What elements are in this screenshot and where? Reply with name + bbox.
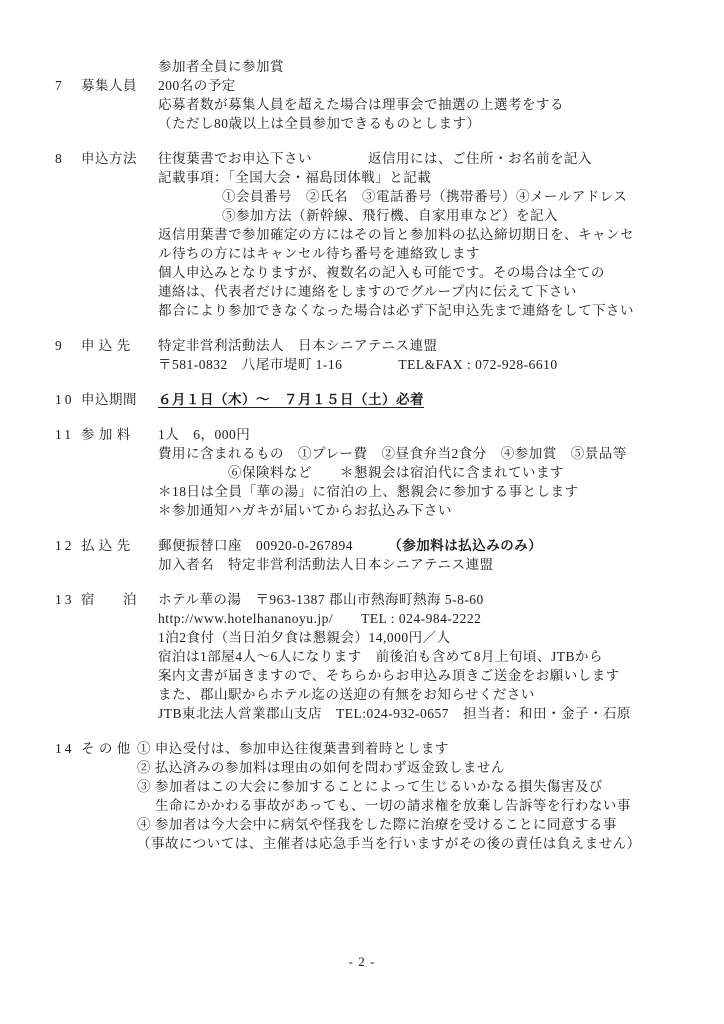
doc-line: ⑤参加方法（新幹線、飛行機、自家用車など）を記入 xyxy=(222,208,558,223)
doc-line: 案内文書が届きますので、そちらからお申込み頂きご送金をお願いします xyxy=(158,668,620,683)
doc-line: 生命にかかわる事故があっても、一切の請求権を放棄し告訴等を行わない事 xyxy=(155,798,631,813)
section-number: 7 xyxy=(55,78,65,93)
doc-line: 個人申込みとなりますが、複数名の記入も可能です。その場合は全ての xyxy=(158,265,605,280)
doc-line: 記載事項：「全国大会・福島団体戦」と記載 xyxy=(158,170,432,185)
doc-line: 宿泊は1部屋4人～6人になります 前後泊も含めて8月上旬頃、JTBから xyxy=(158,649,604,664)
doc-line: また、郡山駅からホテル迄の送迎の有無をお知らせください xyxy=(158,687,535,702)
section-recruitment xyxy=(55,76,716,133)
section-label xyxy=(81,57,158,76)
section-label: 払 込 先 xyxy=(81,538,131,553)
doc-line: ④ 参加者は今大会中に病気や怪我をした際に治療を受けることに同意する事 xyxy=(137,817,617,832)
section-label: 申込期間 xyxy=(81,392,137,407)
section-entry-fee xyxy=(55,425,716,520)
doc-line: （ただし80歳以上は全員参加できるものとします） xyxy=(158,116,481,131)
section-label: 申 込 先 xyxy=(81,338,131,353)
doc-line: 特定非営利活動法人 日本シニアテニス連盟 xyxy=(158,338,438,353)
doc-line: ＊18日は全員「華の湯」に宿泊の上、懇親会に参加する事とします xyxy=(158,484,579,499)
doc-line: ⑥保険料など ＊懇親会は宿泊代に含まれています xyxy=(228,465,564,480)
doc-line: ③ 参加者はこの大会に参加することによって生じるいかなる損失傷害及び xyxy=(137,779,603,794)
section-label: 申込方法 xyxy=(81,151,137,166)
section-lodging xyxy=(55,590,716,723)
section-label: 宿 泊 xyxy=(81,592,137,607)
postal-account: 郵便振替口座 00920-0-267894 xyxy=(158,538,395,553)
section-intro xyxy=(55,57,716,76)
section-label: 参 加 料 xyxy=(81,427,131,442)
section-label: そ の 他 xyxy=(81,741,131,756)
section-application-address xyxy=(55,336,716,374)
section-number: 14 xyxy=(55,741,75,756)
doc-line: 返信用葉書で参加確定の方にはその旨と参加料の払込締切期日を、キャンセ xyxy=(158,227,634,242)
doc-line: ② 払込済みの参加料は理由の如何を問わず返金致しません xyxy=(137,760,505,775)
page-number: - 2 - xyxy=(348,954,376,969)
doc-line: 参加者全員に参加賞 xyxy=(158,59,284,74)
doc-line: 1泊2食付（当日泊夕食は懇親会）14,000円／人 xyxy=(158,630,451,645)
doc-line-hotel-url: http://www.hotelhananoyu.jp/ TEL : 024-984-2222 xyxy=(158,611,482,626)
section-label: 募集人員 xyxy=(81,78,137,93)
doc-line: ホテル華の湯 〒963-1387 郡山市熱海町熱海 5-8-60 xyxy=(158,592,484,607)
doc-line: 200名の予定 xyxy=(158,78,236,93)
doc-line: ル待ちの方にはキャンセル待ち番号を連絡致します xyxy=(158,246,480,261)
section-number: 13 xyxy=(55,592,75,607)
doc-line: 都合により参加できなくなった場合は必ず下記申込先まで連絡をして下さい xyxy=(158,303,634,318)
doc-line: ①会員番号 ②氏名 ③電話番号（携帯番号）④メールアドレス xyxy=(222,189,628,204)
doc-line: 往復葉書でお申込下さい 返信用には、ご住所・お名前を記入 xyxy=(158,151,592,166)
section-number: 8 xyxy=(55,151,65,166)
section-application-period xyxy=(55,390,716,409)
doc-line: 〒581-0832 八尾市堤町 1-16 TEL&FAX : 072-928-6610 xyxy=(158,357,558,372)
doc-line: 応募者数が募集人員を超えた場合は理事会で抽選の上選考をする xyxy=(158,97,564,112)
section-payment xyxy=(55,536,716,574)
doc-line: 加入者名 特定非営利活動法人日本シニアテニス連盟 xyxy=(158,557,494,572)
section-number xyxy=(55,57,81,76)
doc-line: 連絡は、代表者だけに連絡をしますのでグループ内に伝えて下さい xyxy=(158,284,577,299)
section-others xyxy=(55,739,716,853)
doc-line: 費用に含まれるもの ①プレー費 ②昼食弁当2食分 ④参加賞 ⑤景品等 xyxy=(158,446,627,461)
doc-line: ① 申込受付は、参加申込往復葉書到着時とします xyxy=(137,741,449,756)
section-number: 10 xyxy=(55,392,75,407)
doc-line: JTB東北法人営業郡山支店 TEL:024-932-0657 担当者：和田・金子・石原 xyxy=(158,706,631,721)
doc-line: ＊参加通知ハガキが届いてからお払込み下さい xyxy=(158,503,452,518)
section-number: 12 xyxy=(55,538,75,553)
doc-line xyxy=(158,536,716,555)
doc-line: 1人 6，000円 xyxy=(158,427,251,442)
payment-note: （参加料は払込みのみ） xyxy=(395,538,543,553)
section-number: 11 xyxy=(55,427,74,442)
section-application-method xyxy=(55,149,716,320)
section-number: 9 xyxy=(55,338,65,353)
doc-line: （事故については、主催者は応急手当を行いますがその後の責任は負えません） xyxy=(137,836,641,851)
doc-line-deadline: ６月１日（木）～ ７月１５日（土）必着 xyxy=(158,392,424,407)
